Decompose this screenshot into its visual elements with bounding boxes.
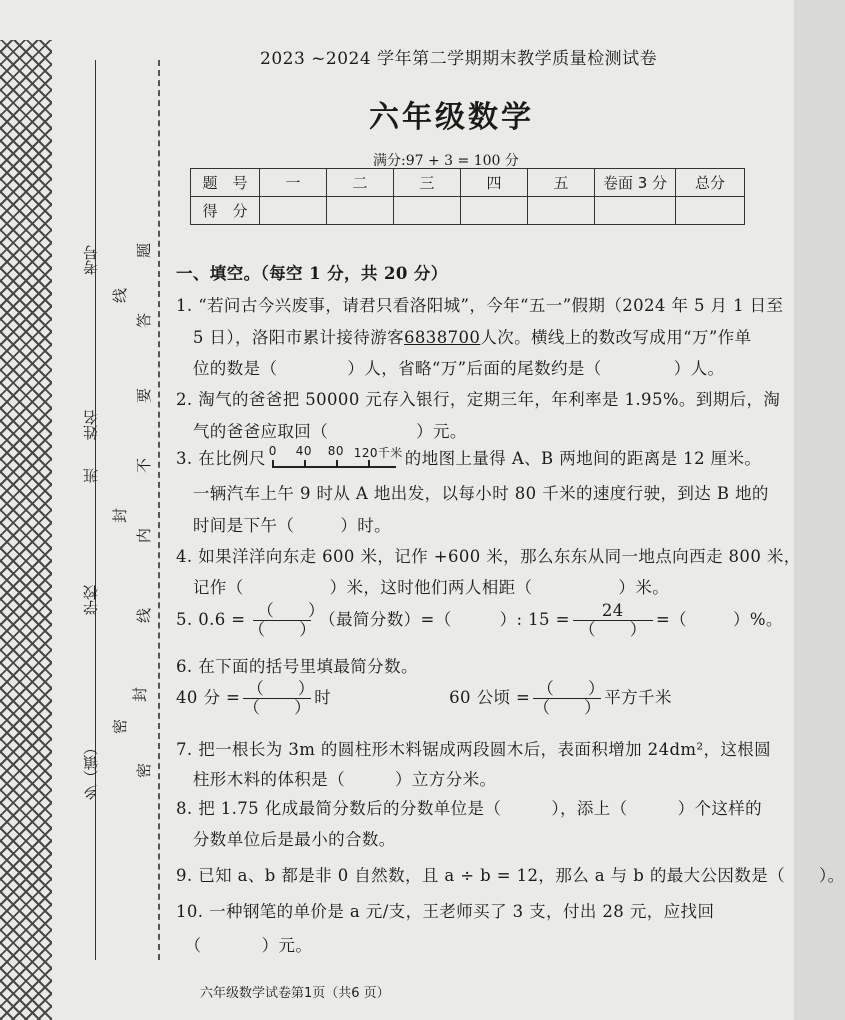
q1-text: 人次。横线上的数改写成用“万”作单 <box>480 328 752 347</box>
q1-text: 位的数是（ <box>176 359 278 378</box>
scale-tick <box>272 460 274 468</box>
q5-text: ）: 15 = <box>499 610 570 629</box>
seal-char: 封 <box>131 686 150 703</box>
seal-char: 内 <box>135 527 154 544</box>
q9-text: 9. 已知 a、b 都是非 0 自然数，且 a ÷ b = 12，那么 a 与 b 的最大公因数是（ <box>176 866 786 885</box>
page-footer: 六年级数学试卷第1页（共6 页） <box>200 986 390 1001</box>
seal-char: 密 <box>135 762 154 779</box>
q4-text: 记作（ <box>176 578 244 597</box>
score-cell[interactable] <box>394 197 461 225</box>
q7-text: ）立方分米。 <box>395 770 497 789</box>
q9-text: ）。 <box>819 866 845 885</box>
score-header: 总分 <box>676 169 745 197</box>
score-table <box>190 168 745 225</box>
scale-tick <box>368 460 370 468</box>
q8-text: ）个这样的 <box>677 799 763 818</box>
score-header: 四 <box>461 169 528 197</box>
q5-text: ）%。 <box>732 610 783 629</box>
label-town: 乡（镇） <box>82 740 100 800</box>
q7-text: 柱形木料的体积是（ <box>176 770 345 789</box>
scale-bar-line <box>272 466 396 468</box>
q1-text: ）人。 <box>673 359 725 378</box>
score-header: 一 <box>260 169 327 197</box>
scale-label: 120千米 <box>353 445 403 460</box>
q3-text: 时间是下午（ <box>176 516 295 535</box>
q6-text: 时 <box>314 688 332 707</box>
score-row-label: 得 分 <box>191 197 260 225</box>
scale-tick <box>304 460 306 468</box>
q6-line2 <box>176 680 672 717</box>
scale-label: 80 <box>327 443 344 458</box>
score-cell[interactable] <box>461 197 528 225</box>
score-cell[interactable] <box>595 197 676 225</box>
score-header: 题 号 <box>191 169 260 197</box>
q7-line1: 7. 把一根长为 3m 的圆柱形木料锯成两段圆木后，表面积增加 24dm²，这根圆 <box>176 740 772 759</box>
label-exam-number: 考号 <box>82 245 100 275</box>
score-header: 三 <box>394 169 461 197</box>
q5-text: （最简分数）=（ <box>319 610 452 629</box>
q4-text: ）米。 <box>618 578 670 597</box>
q4-text: ）米，这时他们两人相距（ <box>329 578 533 597</box>
subject-title: 六年级数学 <box>369 100 534 135</box>
score-cell[interactable] <box>676 197 745 225</box>
q2-line2 <box>176 418 467 442</box>
seal-char: 答 <box>135 312 154 329</box>
score-header: 二 <box>327 169 394 197</box>
scale-label: 0 <box>268 443 277 458</box>
seal-char: 线 <box>135 607 154 624</box>
q1-text: 5 日），洛阳市累计接待游客 <box>176 328 404 347</box>
seal-char: 要 <box>135 387 154 404</box>
q10-line2 <box>176 932 312 956</box>
label-school: 学校 <box>82 585 100 615</box>
score-cell[interactable] <box>260 197 327 225</box>
q1-number: 6838700 <box>404 328 481 347</box>
section-heading: 一、填空。（每空 1 分，共 20 分） <box>176 264 448 283</box>
full-score: 满分:97 + 3 = 100 分 <box>373 153 519 169</box>
q1-line1: 1. “若问古今兴废事，请君只看洛阳城”，今年“五一”假期（2024 年 5 月 1 日至 <box>176 296 784 315</box>
q6-text: 40 分 = <box>176 688 241 707</box>
fraction-24[interactable]: $\frac{24}{( )}$ <box>573 602 653 639</box>
exam-title: 2023 ~2024 学年第二学期期末教学质量检测试卷 <box>260 49 658 69</box>
fraction-blank[interactable]: $\frac{( )}{( )}$ <box>248 601 325 639</box>
q10-text: ）元。 <box>261 936 313 955</box>
q8-text: 8. 把 1.75 化成最简分数后的分数单位是（ <box>176 799 502 818</box>
fraction-blank[interactable]: $\frac{( )}{( )}$ <box>243 679 315 717</box>
score-cell[interactable] <box>327 197 394 225</box>
scale-bar <box>268 443 403 474</box>
q8-text: ），添上（ <box>551 799 628 818</box>
q3-line3 <box>176 512 391 536</box>
q5-line <box>176 602 783 639</box>
q2-text: ）元。 <box>416 422 467 441</box>
fraction-blank[interactable]: $\frac{( )}{( )}$ <box>533 679 605 717</box>
seal-char: 线 <box>111 287 130 304</box>
score-cell[interactable] <box>528 197 595 225</box>
label-class: 班 <box>82 468 100 483</box>
q1-text: ）人，省略“万”后面的尾数约是（ <box>347 359 602 378</box>
q1-line3 <box>176 355 724 379</box>
q3-text: 的地图上量得 A、B 两地间的距离是 12 厘米。 <box>404 449 762 468</box>
q6-text: 平方千米 <box>604 688 672 707</box>
q3-text: 3. 在比例尺 <box>176 449 266 468</box>
seal-dashed-line <box>158 60 160 960</box>
q2-line1: 2. 淘气的爸爸把 50000 元存入银行，定期三年，年利率是 1.95%。到期后，淘 <box>176 390 781 409</box>
q2-text: 气的爸爸应取回（ <box>176 422 329 441</box>
numerator: 24 <box>573 602 653 621</box>
scale-tick <box>336 460 338 468</box>
binding-rule <box>95 60 96 960</box>
q7-line2 <box>176 766 496 790</box>
q3-line2: 一辆汽车上午 9 时从 A 地出发，以每小时 80 千米的速度行驶，到达 B 地的 <box>176 484 769 503</box>
q5-text: =（ <box>655 610 687 629</box>
q8-line1 <box>176 795 762 819</box>
q5-text: 5. 0.6 = <box>176 610 246 629</box>
scale-label: 40 <box>295 443 312 458</box>
seal-char: 封 <box>111 507 130 524</box>
q1-line2 <box>176 324 751 348</box>
label-name: 姓名 <box>82 410 100 440</box>
seal-char: 不 <box>135 457 154 474</box>
seal-char: 题 <box>135 242 154 259</box>
q4-line1: 4. 如果洋洋向东走 600 米，记作 +600 米，那么东东从同一地点向西走 800 米， <box>176 547 801 566</box>
q6-line1: 6. 在下面的括号里填最简分数。 <box>176 657 418 676</box>
q10-line1: 10. 一种钢笔的单价是 a 元/支，王老师买了 3 支，付出 28 元，应找回 <box>176 902 715 921</box>
seal-char: 密 <box>111 718 130 735</box>
decorative-border-pattern <box>0 40 52 1020</box>
q3-text: ）时。 <box>340 516 392 535</box>
q9-line <box>176 862 845 886</box>
q8-line2: 分数单位后是最小的合数。 <box>176 830 396 849</box>
q6-text: 60 公顷 = <box>449 688 531 707</box>
score-header: 五 <box>528 169 595 197</box>
q3-line1 <box>176 445 761 474</box>
q4-line2 <box>176 574 669 598</box>
score-header: 卷面 3 分 <box>595 169 676 197</box>
q10-text: （ <box>176 936 202 955</box>
